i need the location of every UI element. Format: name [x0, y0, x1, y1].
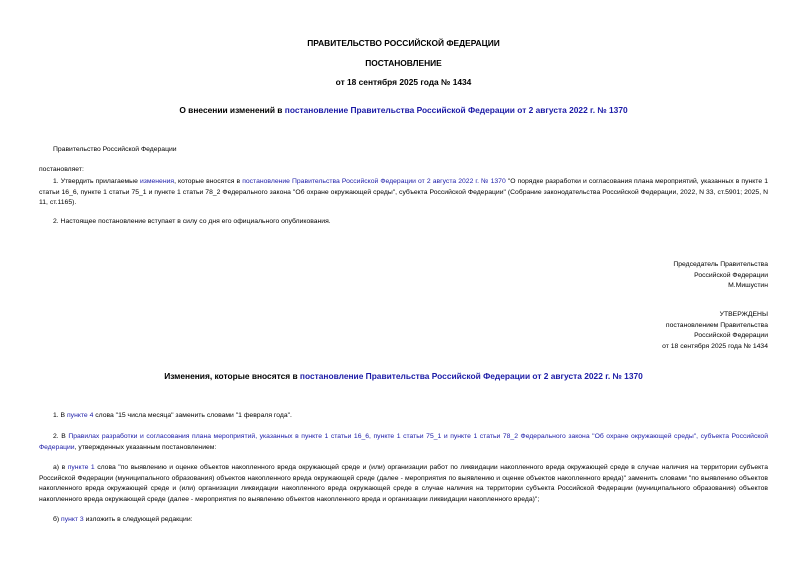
- p1-text-a: 1. Утвердить прилагаемые: [53, 178, 140, 185]
- decree-1370-link[interactable]: постановление Правительства Российской Федерации от 2 августа 2022 г. № 1370: [242, 178, 506, 185]
- i1-text-a: 1. В: [53, 412, 67, 419]
- doc-type: ПОСТАНОВЛЕНИЕ: [365, 58, 442, 68]
- org-title: ПРАВИТЕЛЬСТВО РОССИЙСКОЙ ФЕДЕРАЦИИ: [307, 38, 500, 48]
- punkt-1-link[interactable]: пункте 1: [67, 464, 95, 471]
- change-item-b: [53, 515, 193, 526]
- ib-text-b: изложить в следующей редакции:: [83, 516, 193, 523]
- ib-text-a: б): [53, 516, 62, 523]
- i2-text-b: , утвержденных указанным постановлением:: [74, 443, 217, 451]
- changes-title-prefix: Изменения, которые вносятся в: [164, 371, 300, 381]
- punkt-4-link[interactable]: пункте 4: [66, 412, 94, 419]
- decree-word: постановляет:: [39, 166, 84, 173]
- government-label: Правительство Российской Федерации: [53, 146, 177, 153]
- change-item-a: [39, 463, 768, 505]
- doc-title-prefix: О внесении изменений в: [179, 105, 285, 115]
- changes-title: [0, 371, 807, 381]
- doc-date-number: от 18 сентября 2025 года № 1434: [335, 77, 472, 87]
- doc-title: [0, 105, 807, 115]
- change-item-2: [39, 432, 768, 453]
- signature-name: М.Мишустин: [728, 282, 768, 289]
- doc-title-link[interactable]: постановление Правительства Российской Федерации от 2 августа 2022 г. № 1370: [284, 105, 628, 115]
- signature-block: [673, 260, 768, 292]
- p1-text-b: , которые вносятся в: [174, 178, 243, 185]
- ia-text-b: слова "по выявлению и оценке объектов накопленного вреда окружающей среде и (или) организации работ по ликвидации накопленного вреда окружающей среде в случае наличия на территории субъекта Российской Федерации (муниципального образования) объектов накопленного вреда окружающей среде (далее - мероприятия по выявлению и оценке объектов накопленного вреда)" заменить словами "по выявлению объектов накопленного вреда окружающей среде и (или) организации ликвидации накопленного вреда окружающей среде в случае наличия на территории субъекта Российской Федерации (муниципального образования) объектов накопленного вреда окружающей среде (далее - мероприятия по выявлению объектов накопленного вреда и организации ликвидации накопленного вреда)";: [39, 464, 768, 503]
- changes-link[interactable]: изменения: [139, 178, 175, 185]
- approved-line-2: постановлением Правительства: [665, 321, 768, 329]
- changes-title-link[interactable]: постановление Правительства Российской Федерации от 2 августа 2022 г. № 1370: [299, 371, 643, 381]
- i2-text-a: 2. В: [53, 433, 69, 440]
- change-item-1: [53, 411, 292, 422]
- paragraph-1: [39, 177, 768, 209]
- p1-text-c: "О порядке разработки и согласования плана мероприятий, указанных в пункте 1 статьи 16_6, пункте 1 статьи 75_1 и пункте 1 статьи 78_2 Федерального закона "Об охране окружающей среды", субъекта Российской Федерации" (Собрание законодательства Российской Федерации, 2022, N 33, ст.5901; 2025, N 11, ст.1165).: [39, 178, 768, 206]
- approved-date: от 18 сентября 2025 года № 1434: [662, 342, 768, 350]
- signature-position-2: Российской Федерации: [694, 271, 768, 279]
- signature-position: Председатель Правительства: [673, 261, 768, 268]
- rules-link[interactable]: Правилах разработки и согласования плана мероприятий, указанных в пункте 1 статьи 16_6, пункте 1 статьи 75_1 и пункте 1 статьи 78_2 Федерального закона "Об охране окружающей среды", субъекта Российской Федерации: [39, 433, 768, 451]
- approved-title: УТВЕРЖДЕНЫ: [719, 311, 768, 318]
- approved-line-3: Российской Федерации: [694, 332, 768, 339]
- punkt-3-link[interactable]: пункт 3: [61, 516, 84, 523]
- ia-text-a: а) в: [53, 464, 68, 471]
- i1-text-b: слова "15 числа месяца" заменить словами "1 февраля года".: [93, 412, 292, 419]
- approved-block: [662, 310, 768, 352]
- paragraph-2: 2. Настоящее постановление вступает в силу со дня его официального опубликования.: [53, 218, 331, 225]
